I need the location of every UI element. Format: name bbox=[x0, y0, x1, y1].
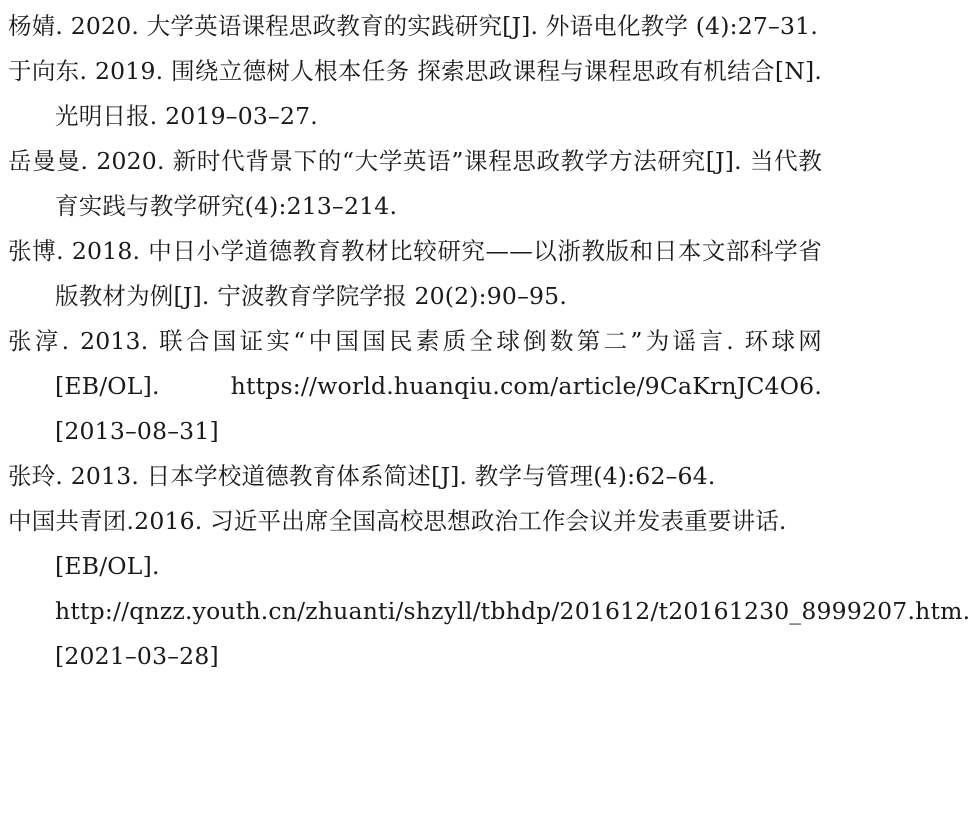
reference-entry-yue-manman: 岳曼曼. 2020. 新时代背景下的“大学英语”课程思政教学方法研究[J]. 当代教育实践与教学研究(4):213–214. bbox=[8, 147, 822, 220]
reference-entry-zhang-ling: 张玲. 2013. 日本学校道德教育体系简述[J]. 教学与管理(4):62–64. bbox=[8, 462, 716, 490]
reference-entry-zhang-bo: 张博. 2018. 中日小学道德教育教材比较研究——以浙教版和日本文部科学省版教材为例[J]. 宁波教育学院学报 20(2):90–95. bbox=[8, 237, 822, 310]
reference-entry-zhang-chun: 张淳. 2013. 联合国证实“中国国民素质全球倒数第二”为谣言. 环球网[EB/OL]. https://world.huanqiu.com/article/9CaKrnJC4O6. [2013–08–31] bbox=[8, 327, 822, 445]
reference-entry-yu-xiangdong: 于向东. 2019. 围绕立德树人根本任务 探索思政课程与课程思政有机结合[N]. 光明日报. 2019–03–27. bbox=[8, 57, 822, 130]
reference-entry-communist-youth-league: 中国共青团.2016. 习近平出席全国高校思想政治工作会议并发表重要讲话.[EB/OL]. http://qnzz.youth.cn/zhuanti/shzyll/tbhdp/201612/t20161230_8999207.htm.[2021–03–28] bbox=[8, 507, 970, 670]
reference-entry-yang-jing: 杨婧. 2020. 大学英语课程思政教育的实践研究[J]. 外语电化教学 (4):27–31. bbox=[8, 12, 818, 40]
